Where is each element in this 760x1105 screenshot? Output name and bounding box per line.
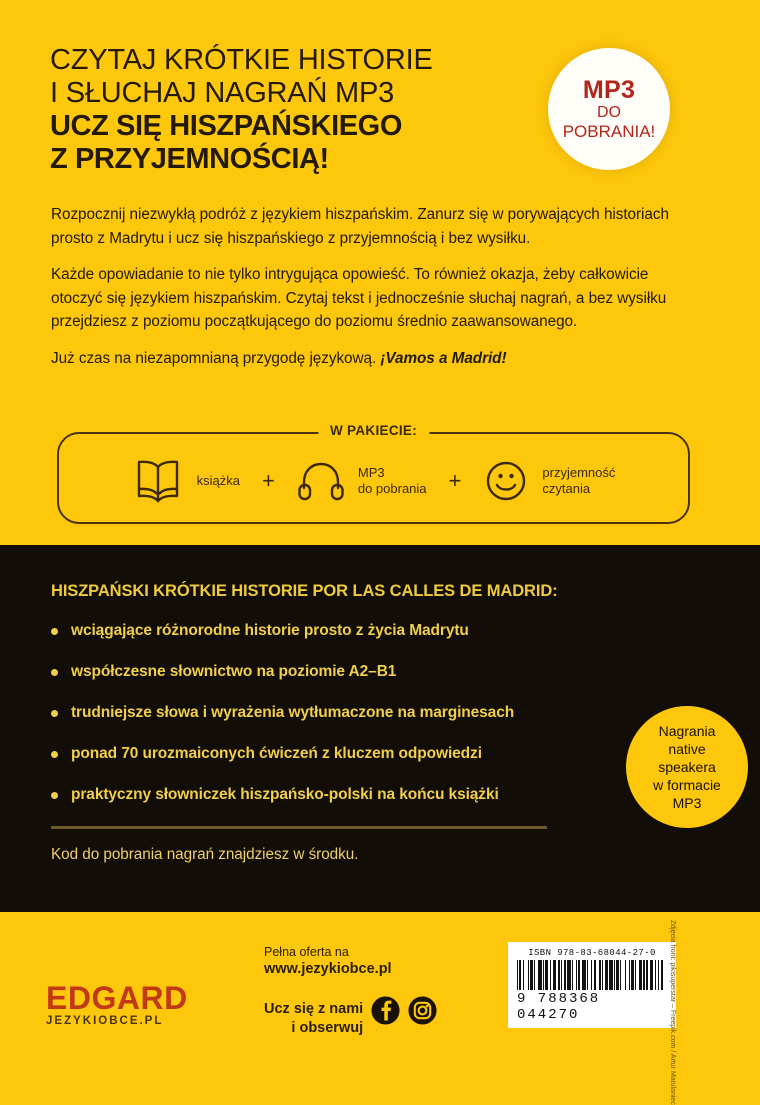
headline-line-1: CZYTAJ KRÓTKIE HISTORIE [50, 44, 433, 76]
list-item [51, 785, 571, 805]
feature-text: wciągające różnorodne historie prosto z życia Madrytu [71, 622, 469, 639]
package-item-mp3-label-1: MP3 [357, 465, 385, 480]
publisher-logo [46, 982, 188, 1028]
package-item-mp3-label-2: do pobrania [357, 481, 427, 496]
publisher-logo-subtitle: JEZYKIOBCE.PL [46, 1015, 164, 1027]
package-plus-2: + [448, 468, 462, 493]
features-list [51, 621, 571, 826]
offer-block [264, 944, 392, 978]
package-item-pleasure-label-1: przyjemność [542, 465, 616, 480]
feature-text: współczesne słownictwo na poziomie A2–B1 [71, 663, 397, 680]
headline-line-4: Z PRZYJEMNOŚCIĄ! [50, 143, 329, 175]
package-item-pleasure [483, 458, 615, 504]
native-badge-line-4: w formacie [653, 777, 721, 793]
feature-text: praktyczny słowniczek hiszpańsko-polski na końcu książki [71, 786, 499, 803]
follow-line-1: Ucz się z nami [264, 1001, 364, 1017]
isbn-number: ISBN 978-83-68044-27-0 [528, 948, 656, 958]
download-code-note: Kod do pobrania nagrań znajdziesz w środku. [51, 846, 359, 863]
package-items-row [59, 434, 688, 522]
description-paragraph-2: Każde opowiadanie to nie tylko intrygująca opowieść. To również okazja, żeby całkowicie otoczyć się językiem hiszpańskim. Czytaj tekst i jednocześnie słuchaj nagrań, a bez wysiłku przejdziesz z poziomu początkującego do poziomu średnio zaawansowanego. [51, 266, 667, 330]
mp3-badge-line-2: DO [597, 104, 621, 121]
list-item [51, 703, 571, 723]
features-heading: HISZPAŃSKI KRÓTKIE HISTORIE POR LAS CALLES DE MADRID: [51, 582, 558, 600]
top-yellow-panel [0, 0, 760, 545]
isbn-barcode [508, 942, 676, 1028]
headline-line-2: I SŁUCHAJ NAGRAŃ MP3 [50, 77, 395, 109]
native-badge-line-3: speakera [658, 759, 716, 775]
feature-text: trudniejsze słowa i wyrażenia wytłumaczone na marginesach [71, 704, 515, 721]
feature-text: ponad 70 urozmaiconych ćwiczeń z kluczem odpowiedzi [71, 745, 482, 762]
barcode-bars [517, 960, 667, 990]
native-speaker-badge [626, 706, 748, 828]
follow-line-2: i obserwuj [291, 1020, 364, 1036]
headline-block [50, 44, 520, 176]
description-paragraph-1: Rozpocznij niezwykłą podróż z językiem hiszpańskim. Zanurz się w porywających historiach prosto z Madrytu i ucz się hiszpańskiego z przyjemnością i bez wysiłku. [51, 206, 669, 247]
section-divider [51, 826, 547, 829]
package-title: W PAKIECIE: [318, 423, 429, 438]
package-plus-1: + [262, 468, 275, 493]
package-item-book [132, 458, 240, 504]
photo-credit: Zdjęcia front: pikisuperstar – Freepik.com / Artur Matulaniec [669, 920, 676, 1105]
list-item [51, 662, 571, 682]
bullet-dot-icon [51, 751, 58, 758]
headphones-icon [297, 458, 345, 504]
offer-url[interactable]: www.jezykiobce.pl [264, 961, 392, 977]
package-item-mp3 [297, 458, 427, 504]
description-paragraph-3-text: Już czas na niezapomnianą przygodę językową. [51, 349, 381, 367]
package-contents-box [57, 423, 690, 524]
package-item-mp3-labels [358, 465, 427, 497]
barcode-digits: 9 788368 044270 [517, 991, 601, 1023]
native-badge-line-5: MP3 [672, 795, 702, 811]
native-badge-line-2: native [668, 741, 706, 757]
facebook-icon[interactable] [371, 996, 400, 1025]
list-item [51, 621, 571, 641]
social-block [264, 996, 437, 1038]
package-item-pleasure-label-2: czytania [542, 481, 591, 496]
publisher-logo-name: EDGARD [46, 980, 188, 1016]
package-item-book-label: książka [196, 473, 240, 488]
bullet-dot-icon [51, 710, 58, 717]
open-book-icon [132, 458, 184, 504]
bullet-dot-icon [51, 628, 58, 635]
smiley-face-icon [483, 458, 529, 504]
mp3-download-badge [548, 48, 670, 170]
native-badge-line-1: Nagrania [658, 723, 716, 739]
follow-text [264, 996, 363, 1038]
list-item [51, 744, 571, 764]
mp3-badge-line-1: MP3 [582, 76, 636, 104]
instagram-icon[interactable] [408, 996, 437, 1025]
description-paragraph-3 [51, 347, 698, 371]
offer-label: Pełna oferta na [264, 945, 349, 959]
headline-line-3: UCZ SIĘ HISZPAŃSKIEGO [50, 110, 402, 142]
package-item-pleasure-labels [542, 465, 615, 497]
description-block [51, 203, 698, 370]
bullet-dot-icon [51, 792, 58, 799]
mp3-badge-line-3: POBRANIA! [562, 122, 656, 141]
bullet-dot-icon [51, 669, 58, 676]
spanish-phrase: ¡Vamos a Madrid! [380, 349, 507, 367]
